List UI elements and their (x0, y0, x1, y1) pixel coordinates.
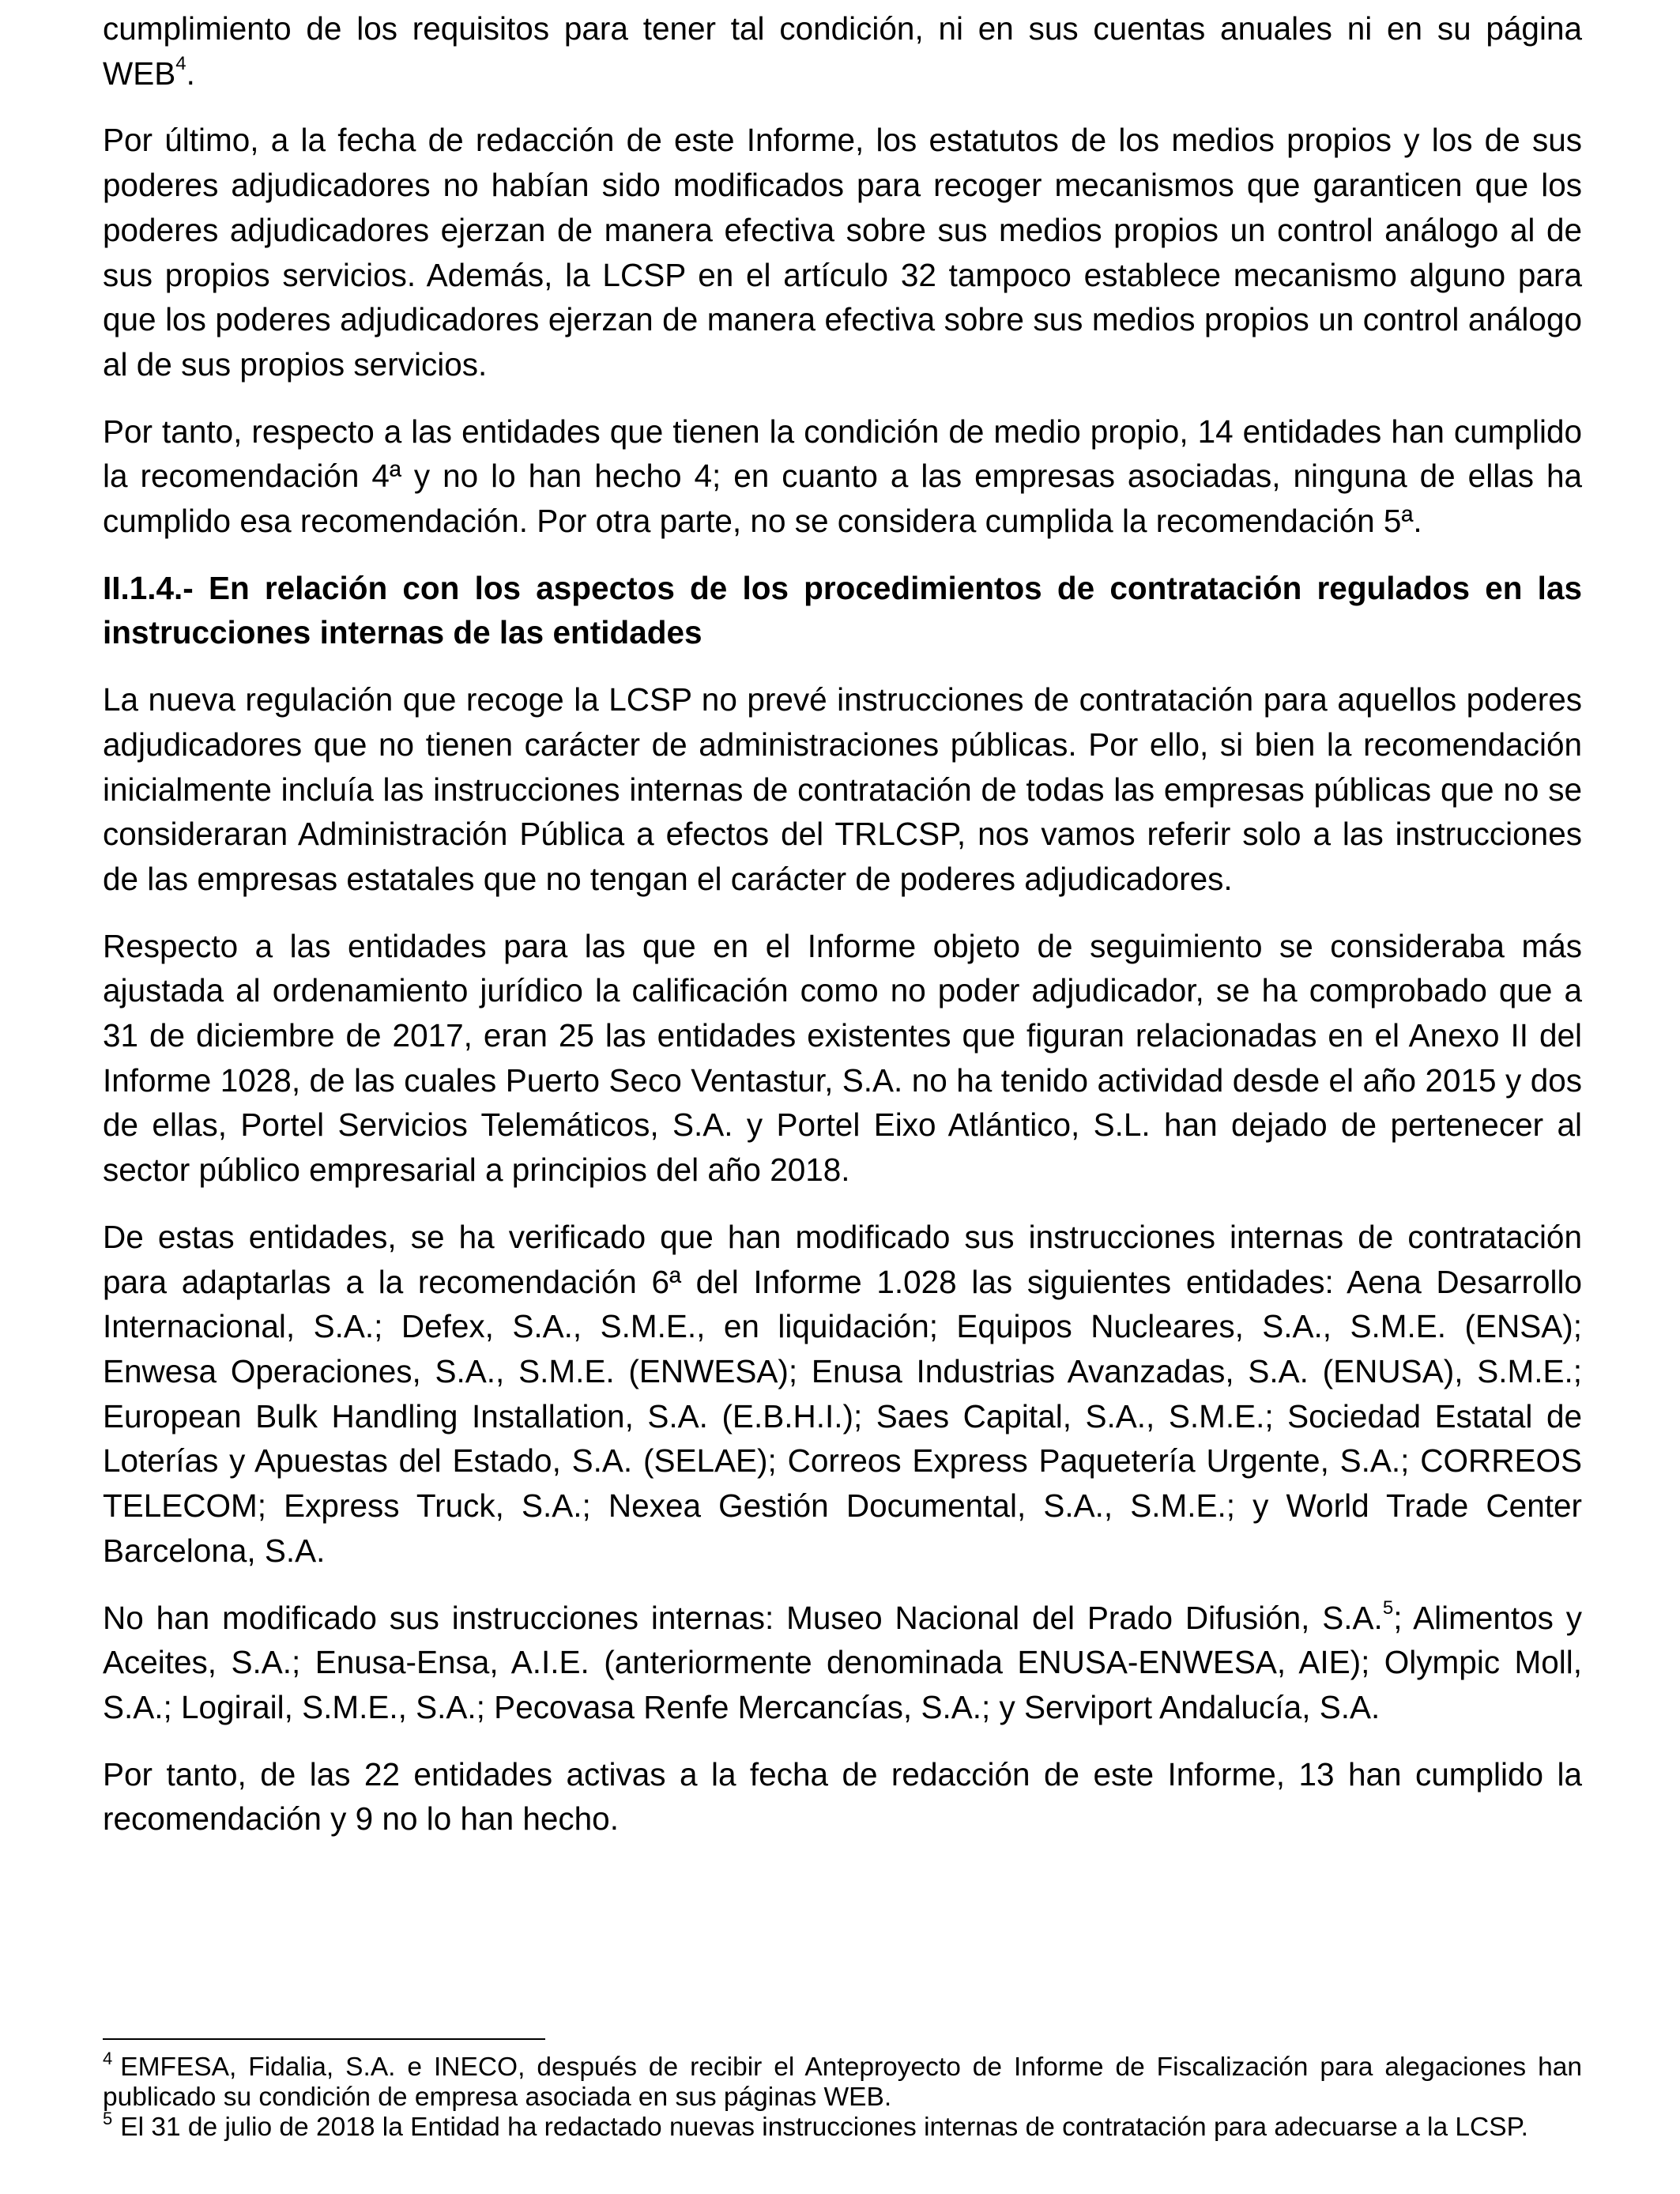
footnote-5 (103, 2108, 1582, 2143)
paragraph-entities-review: Respecto a las entidades para las que en el Informe objeto de seguimiento se consideraba más ajustada al ordenamiento jurídico la calificación como no poder adjudicador, se ha comprobado que a 31 de diciembre de 2017, eran 25 las entidades existentes que figuran relacionadas en el Anexo II del Informe 1028, de las cuales Puerto Seco Ventastur, S.A. no ha tenido actividad desde el año 2015 y dos de ellas, Portel Servicios Telemáticos, S.A. y Portel Eixo Atlántico, S.L. han dejado de pertenecer al sector público empresarial a principios del año 2018. (103, 927, 1582, 1189)
footnote-ref-5[interactable]: 5 (1382, 1597, 1394, 1619)
paragraph-text: cumplimiento de los requisitos para tener tal condición, ni en sus cuentas anuales ni en su página WEB (103, 10, 1582, 92)
paragraph-statutes: Por último, a la fecha de redacción de este Informe, los estatutos de los medios propios y los de sus poderes adjudicadores no habían sido modificados para recoger mecanismos que garanticen que los poderes adjudicadores ejerzan de manera efectiva sobre sus medios propios un control análogo al de sus propios servicios. Además, la LCSP en el artículo 32 tampoco establece mecanismo alguno para que los poderes adjudicadores ejerzan de manera efectiva sobre sus medios propios un control análogo al de sus propios servicios. (103, 122, 1582, 383)
paragraph-continuation (103, 6, 1582, 96)
footnote-4 (103, 2048, 1582, 2113)
paragraph-conclusion: Por tanto, de las 22 entidades activas a la fecha de redacción de este Informe, 13 han cumplido la recomendación y 9 no lo han hecho. (103, 1755, 1582, 1838)
paragraph-text: ; Alimentos y Aceites, S.A.; Enusa-Ensa, A.I.E. (anteriormente denominada ENUSA-ENWESA, AIE); Olympic Moll, S.A.; Logirail, S.M.E., S.A.; Pecovasa Renfe Mercancías, S.A.; y Serviport Andalucía, S.A. (103, 1599, 1583, 1725)
paragraph-summary-medios-propios: Por tanto, respecto a las entidades que tienen la condición de medio propio, 14 entidades han cumplido la recomendación 4ª y no lo han hecho 4; en cuanto a las empresas asociadas, ninguna de ellas ha cumplido esa recomendación. Por otra parte, no se considera cumplida la recomendación 5ª. (103, 413, 1582, 540)
footnote-number: 5 (103, 2108, 113, 2128)
paragraph-modified-entities: De estas entidades, se ha verificado que han modificado sus instrucciones internas de contratación para adaptarlas a la recomendación 6ª del Informe 1.028 las siguientes entidades: Aena Desarrollo Internacional, S.A.; Defex, S.A., S.M.E., en liquidación; Equipos Nucleares, S.A., S.M.E. (ENSA); Enwesa Operaciones, S.A., S.M.E. (ENWESA); Enusa Industrias Avanzadas, S.A. (ENUSA), S.M.E.; European Bulk Handling Installation, S.A. (E.B.H.I.); Saes Capital, S.A., S.M.E.; Sociedad Estatal de Loterías y Apuestas del Estado, S.A. (SELAE); Correos Express Paquetería Urgente, S.A.; CORREOS TELECOM; Express Truck, S.A.; Nexea Gestión Documental, S.A., S.M.E.; y World Trade Center Barcelona, S.A. (103, 1218, 1582, 1569)
footnote-text: El 31 de julio de 2018 la Entidad ha redactado nuevas instrucciones internas de contratación para adecuarse a la LCSP. (120, 2113, 1528, 2142)
section-heading: II.1.4.- En relación con los aspectos de los procedimientos de contratación regulados en las instrucciones internas de las entidades (103, 569, 1582, 651)
footnotes (103, 2038, 1582, 2143)
footnote-number: 4 (103, 2048, 113, 2068)
footnote-separator (103, 2038, 545, 2040)
footnote-text: EMFESA, Fidalia, S.A. e INECO, después de recibir el Anteproyecto de Informe de Fiscalización para alegaciones han publicado su condición de empresa asociada en sus páginas WEB. (103, 2053, 1582, 2112)
paragraph-unmodified-entities (103, 1596, 1582, 1730)
paragraph-text: No han modificado sus instrucciones internas: Museo Nacional del Prado Difusión, S.A. (103, 1599, 1383, 1636)
paragraph-tail: . (186, 55, 195, 92)
document-body (103, 6, 1582, 1842)
paragraph-lcsp-regulation: La nueva regulación que recoge la LCSP no prevé instrucciones de contratación para aquellos poderes adjudicadores que no tienen carácter de administraciones públicas. Por ello, si bien la recomendación inicialmente incluía las instrucciones internas de contratación de todas las empresas públicas que no se consideraran Administración Pública a efectos del TRLCSP, nos vamos referir solo a las instrucciones de las empresas estatales que no tengan el carácter de poderes adjudicadores. (103, 681, 1582, 897)
footnote-ref-4[interactable]: 4 (175, 53, 186, 75)
